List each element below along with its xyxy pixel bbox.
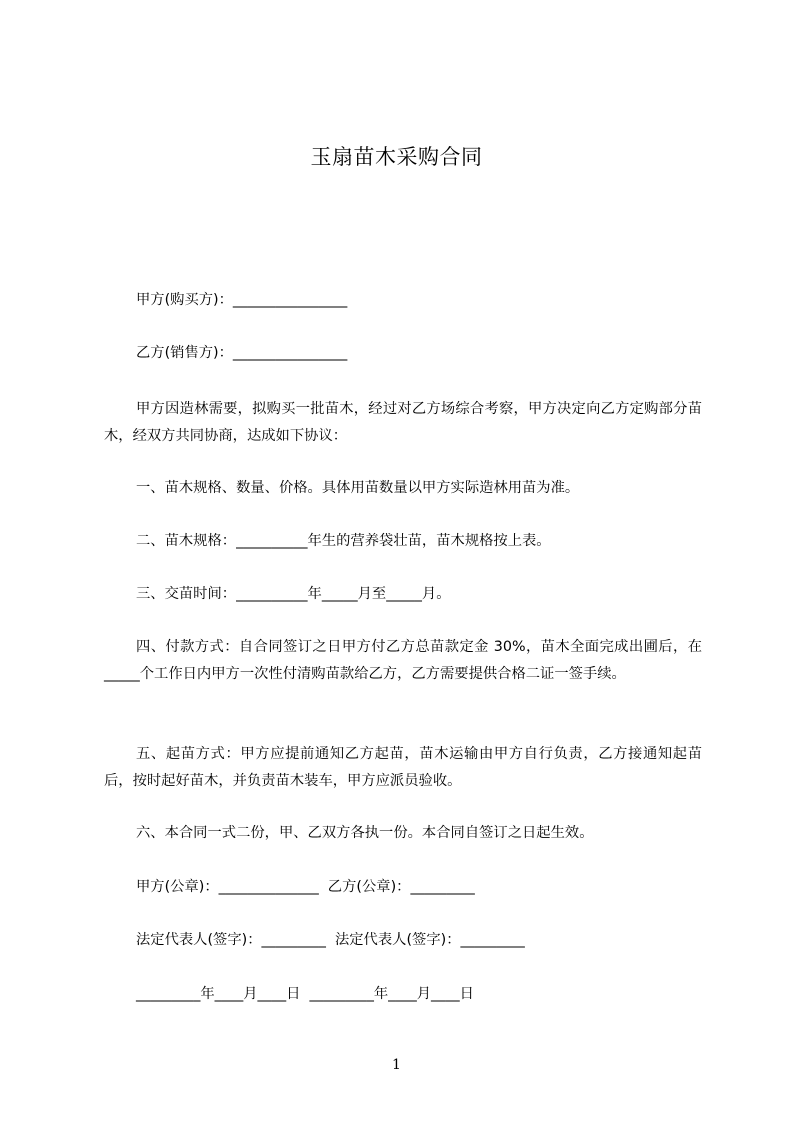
clause-2: 二、苗木规格：__________年生的营养袋壮苗，苗木规格按上表。 (136, 533, 551, 549)
document-title: 玉扇苗木采购合同 (310, 145, 483, 169)
clause-3: 三、交苗时间：__________年_____月至_____月。 (136, 586, 451, 602)
page-number: 1 (392, 1057, 401, 1073)
clause-6: 六、本合同一式二份，甲、乙双方各执一份。本合同自签订之日起生效。 (136, 825, 594, 841)
date-line: _________年____月____日 _________年____月____日 (136, 986, 474, 1002)
party-b-line: 乙方(销售方)：________________ (136, 345, 348, 361)
clause-1: 一、苗木规格、数量、价格。具体用苗数量以甲方实际造林用苗为准。 (136, 480, 580, 496)
seal-line: 甲方(公章)：______________ 乙方(公章)：_________ (136, 879, 475, 895)
clause-5: 五、起苗方式：甲方应提前通知乙方起苗，苗木运输由甲方自行负责，乙方接通知起苗后，按时起好苗木，并负责苗木装车，甲方应派员验收。 (104, 746, 702, 789)
intro-paragraph: 甲方因造林需要，拟购买一批苗木，经过对乙方场综合考察，甲方决定向乙方定购部分苗木，经双方共同协商，达成如下协议： (104, 401, 702, 444)
signature-line: 法定代表人(签字)：_________ 法定代表人(签字)：_________ (136, 932, 525, 948)
clause-4: 四、付款方式：自合同签订之日甲方付乙方总苗款定金 30%，苗木全面完成出圃后，在_____个工作日内甲方一次性付清购苗款给乙方，乙方需要提供合格二证一签手续。 (104, 639, 702, 682)
party-a-line: 甲方(购买方)：________________ (136, 292, 348, 308)
